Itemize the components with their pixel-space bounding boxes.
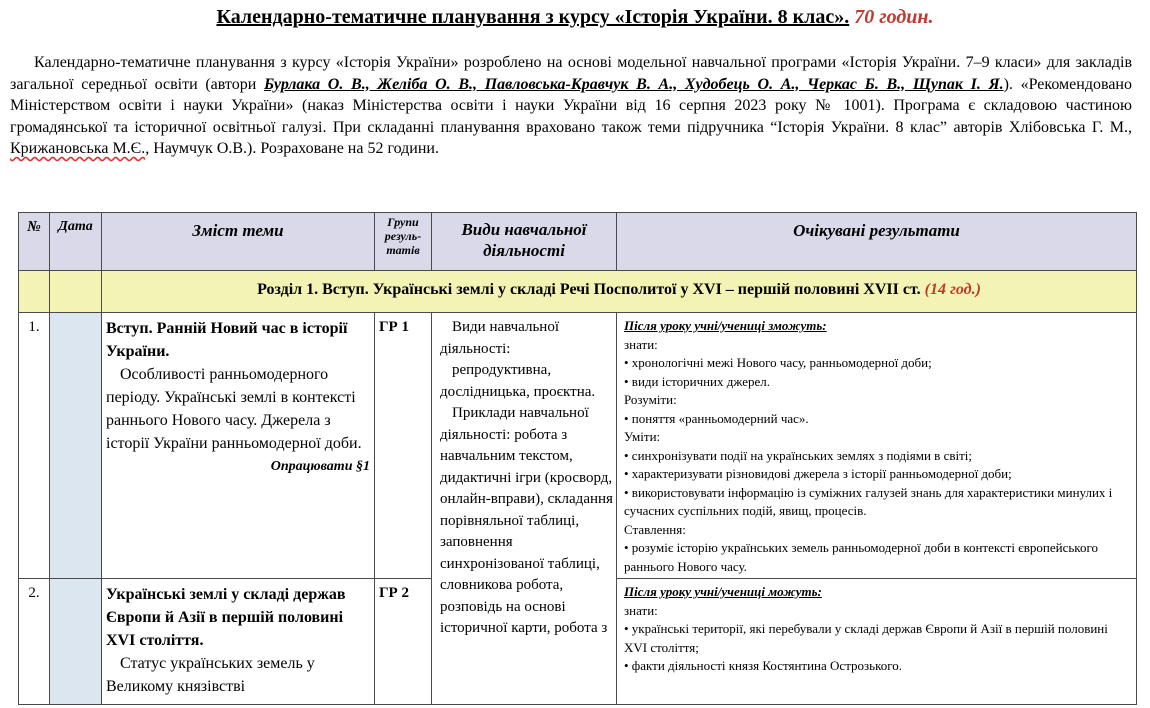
- table-header-row: [19, 213, 1137, 271]
- section-no-cell: [19, 271, 50, 313]
- header-activities-line2: діяльності: [483, 241, 565, 260]
- results-item: • розуміє історію українських земель ранньомодерної доби в контексті європейського раннього Нового часу.: [624, 540, 1098, 574]
- intro-text-3: , Наумчук О.В.). Розраховане на 52 години.: [145, 140, 439, 157]
- title-main: Календарно-тематичне планування з курсу «Історія України. 8 клас».: [216, 6, 850, 28]
- intro-paragraph: [10, 52, 1132, 160]
- header-groups-line1: Групи: [387, 215, 419, 229]
- row-results: [617, 579, 1137, 705]
- planning-table: [18, 212, 1137, 705]
- header-date: Дата: [50, 213, 102, 271]
- header-activities-line1: Види навчальної: [461, 220, 587, 239]
- results-item: • синхронізувати події на українських землях з подіями в світі;: [624, 447, 972, 463]
- row-group: ГР 2: [375, 579, 432, 705]
- header-no: №: [19, 213, 50, 271]
- intro-kryzhanovska: Крижановська М.Є.: [10, 140, 146, 157]
- header-groups: [375, 213, 432, 271]
- row-results: [617, 313, 1137, 579]
- section-date-cell: [50, 271, 102, 313]
- activities-kinds: репродуктивна, дослідницька, проєктна.: [440, 362, 596, 400]
- title-hours: 70 годин.: [854, 6, 934, 28]
- intro-text-1: Календарно-тематичне планування з курсу «Історія України» розроблено на основі модельної навчальної програми «Історія України. 7–9 класи» для закладів загальної середньої освіти (автори: [10, 54, 1132, 93]
- row-number: 2.: [19, 579, 50, 705]
- row-number: 1.: [19, 313, 50, 579]
- section-row: [19, 271, 1137, 313]
- results-item: • поняття «ранньомодерний час».: [624, 410, 809, 426]
- activities-examples: Приклади навчальної діяльності: робота з навчальним текстом, дидактичні ігри (кросворд, онлайн-вправи), складання порівняльної таблиці, заповнення синхронізованої таблиці, словникова робота, розповідь на основі історичної карти, робота з: [440, 405, 613, 636]
- results-can: Уміти:: [624, 429, 661, 444]
- results-item: • хронологічні межі Нового часу, ранньомодерної доби;: [624, 355, 932, 370]
- results-item: • факти діяльності князя Костянтина Острозького.: [624, 658, 903, 673]
- section-title: [102, 271, 1137, 313]
- header-groups-line3: татів: [386, 243, 420, 257]
- row-date: [50, 579, 102, 705]
- results-item: • види історичних джерел.: [624, 373, 770, 389]
- header-activities: [432, 213, 617, 271]
- topic-body: Статус українських земель у Великому князівстві: [106, 655, 315, 695]
- results-know: знати:: [624, 602, 658, 618]
- topic-title: Вступ. Ранній Новий час в історії України.: [106, 320, 348, 360]
- intro-authors: Бурлака О. В., Желіба О. В., Павловська-Кравчук В. А., Худобець О. А., Черкас Б. В., Щупак І. Я.: [263, 75, 1004, 93]
- row-topic: [102, 313, 375, 579]
- results-understand: Розуміти:: [624, 392, 677, 407]
- section-hours: (14 год.): [924, 281, 981, 298]
- results-attitude: Ставлення:: [624, 521, 686, 537]
- header-topic: Зміст теми: [102, 213, 375, 271]
- activities-cell: [432, 313, 617, 705]
- document-title: [0, 4, 1150, 30]
- header-groups-line2: резуль-: [384, 229, 422, 243]
- header-results: Очікувані результати: [617, 213, 1137, 271]
- topic-title: Українські землі у складі держав Європи й Азії в першій половині XVI століття.: [106, 586, 346, 649]
- topic-task: Опрацювати §1: [270, 459, 370, 474]
- section-title-text: Розділ 1. Вступ. Українські землі у складі Речі Посполитої у XVI – першій половині XVII ст.: [257, 281, 925, 298]
- row-group: ГР 1: [375, 313, 432, 579]
- results-item: • використовувати інформацію із суміжних галузей знань для характеристики минулих і сучасних суспільних подій, явищ, процесів.: [624, 484, 1113, 518]
- results-lead: Після уроку учні/учениці зможуть:: [624, 318, 827, 333]
- row-date: [50, 313, 102, 579]
- topic-body: Особливості ранньомодерного періоду. Українські землі в контексті раннього Нового часу. Джерела з історії України ранньомодерної доби.: [106, 366, 362, 452]
- row-topic: [102, 579, 375, 705]
- results-know: знати:: [624, 336, 658, 352]
- intro-text-2: ). «Рекомендовано Міністерством освіти і науки України» (наказ Міністерства освіти і науки України від 16 серпня 2023 року № 1001). Програма є складовою частиною громадянської та історичної освітньої галузі. При складанні планування враховано також теми підручника “Історія України. 8 клас” авторів Хлібовська Г. М.,: [10, 75, 1132, 136]
- results-lead: Після уроку учні/учениці можуть:: [624, 584, 822, 599]
- results-item: • українські території, які перебували у складі держав Європи й Азії в першій половині XVI століття;: [624, 621, 1108, 655]
- results-item: • характеризувати різновидові джерела з історії ранньомодерної доби;: [624, 466, 1012, 481]
- table-row: [19, 313, 1137, 579]
- activities-types: Види навчальної діяльності:: [440, 319, 559, 357]
